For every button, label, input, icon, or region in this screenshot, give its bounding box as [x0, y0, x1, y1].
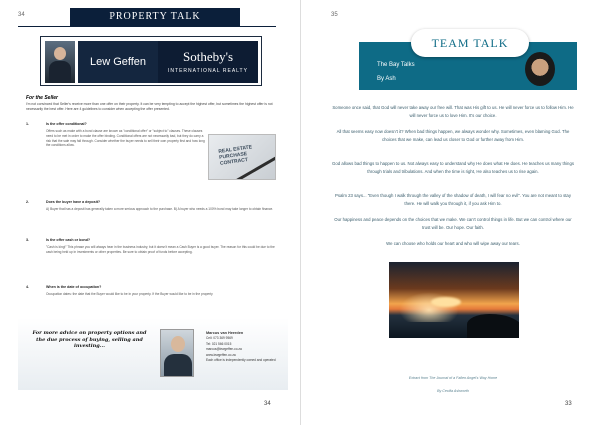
question-number: 2. — [26, 200, 29, 204]
page-number-bottom-right: 33 — [565, 401, 572, 407]
page-number-top-left: 34 — [18, 12, 25, 18]
agent-photo — [160, 329, 194, 377]
page-number-top-right: 35 — [331, 12, 338, 18]
intro-paragraph: I'm not convinced that Seller's receive more than one offer on their property. It can be very tempting to accept the highest offer, but sometimes the highest offer is not necessarily the best offer. Here are 4 guidelines to consider when accepting the offer presented. — [26, 102, 273, 111]
team-talk-title: TEAM TALK — [411, 29, 529, 57]
agent-website[interactable]: www.lewgeffen.co.za — [206, 352, 236, 357]
column-author: By Ash — [377, 76, 396, 82]
question-text: Is the offer conditional? — [46, 122, 87, 126]
body-paragraph: We can choose who holds our heart and who will wipe away our tears. — [386, 241, 520, 246]
brand-name: Sotheby's — [182, 49, 233, 64]
question-number: 3. — [26, 238, 29, 242]
brand-subtitle: INTERNATIONAL REALTY — [168, 68, 248, 74]
sunset-sea-image — [389, 262, 519, 338]
answer-text: Offers such as make with a bond clause are known as "conditional offer" or "subject to" clauses. These clauses need to be met in order to make the offer binding. Conditional offers are not necessarily bad, but they do carry a risk that the sale may fall through. Consider whether the buyer needs to sell their own property first and how long the conditions allow. — [46, 129, 205, 148]
author-avatar — [525, 52, 555, 86]
agent-note: Each office is independently owned and operated — [206, 358, 276, 363]
column-subtitle: The Bay Talks — [377, 62, 415, 68]
banner-brand-block — [158, 41, 258, 83]
question-text: Is the offer cash or bond? — [46, 238, 91, 242]
contract-image-label: REAL ESTATE PURCHASE CONTRACT — [218, 144, 253, 167]
extract-byline: By Cecilia Ashworth — [437, 389, 469, 393]
answer-text: Occupation dates: the date that the Buyer would like to be in your property. If the Buyer would like to be in the property — [46, 292, 213, 296]
agent-email[interactable]: marcus@lewgeffen.co.za — [206, 347, 242, 352]
property-talk-header: PROPERTY TALK — [70, 8, 240, 26]
right-page — [300, 0, 600, 425]
answer-text: "Cash is king!" This phrase you will always hear in the business industry, but it doesn't mean a Cash Buyer is a good buyer. The reason for this could be due to the cash being held up in investments or other properties. Be sure to obtain proof of funds before accepting. — [46, 245, 275, 254]
agent-banner-photo — [45, 41, 75, 83]
extract-caption: Extract from The Journal of a Fallen Angel's Way Home — [408, 376, 498, 380]
question-text: When is the date of occupation? — [46, 285, 102, 289]
body-paragraph: God allows bad things to happen to us. Not always easy to understand why He does what He does. He teaches us many things through trials and tribulations. And when the time is right, He also teaches us to rise again. — [332, 161, 574, 174]
body-paragraph: Our happiness and peace depends on the choices that we make. We can't control things in life. But we can control where our trust will be. Our hope. Our faith. — [334, 217, 572, 230]
banner-agent-name: Lew Geffen — [78, 41, 158, 83]
question-number: 4. — [26, 285, 29, 289]
body-paragraph: Psalm 23 says... "Even though I walk through the valley of the shadow of death, I will fear no evil". You are not meant to stay there. He will walk you through it, if you ask Him to. — [335, 193, 571, 206]
body-paragraph: Someone once said, that God will never take away our free will. That was His gift to us. He will never force us to follow Him. He will never force us to love Him. It's our choice. — [332, 105, 574, 118]
section-heading: For the Seller — [26, 95, 58, 101]
sothebys-banner — [40, 36, 262, 86]
body-paragraph: All that seems easy now doesn't it? When bad things happen, we always wonder why. Sometimes, even blaming God. The choices that we make, can lead us closer to God or further away from Him. — [336, 129, 570, 142]
agent-cell: Cell: 073 369 9569 — [206, 336, 233, 341]
question-number: 1. — [26, 122, 29, 126]
agent-tel: Tel: 021 566 0015 — [206, 341, 232, 346]
question-text: Does the buyer have a deposit? — [46, 200, 101, 204]
agent-contact-block — [206, 330, 286, 364]
page-number-bottom-left: 34 — [264, 401, 271, 407]
header-rule — [18, 26, 276, 27]
agent-name: Marcus van Heerden — [206, 331, 244, 335]
answer-text: A) Buyer that has a deposit has generally taken a more serious approach to the purchase. B) A buyer who needs a 100% bond may take longer to obtain finance. — [46, 207, 274, 211]
purchase-contract-image — [208, 134, 276, 180]
advice-text: For more advice on property options and the due process of buying, selling and investing... — [32, 330, 147, 349]
